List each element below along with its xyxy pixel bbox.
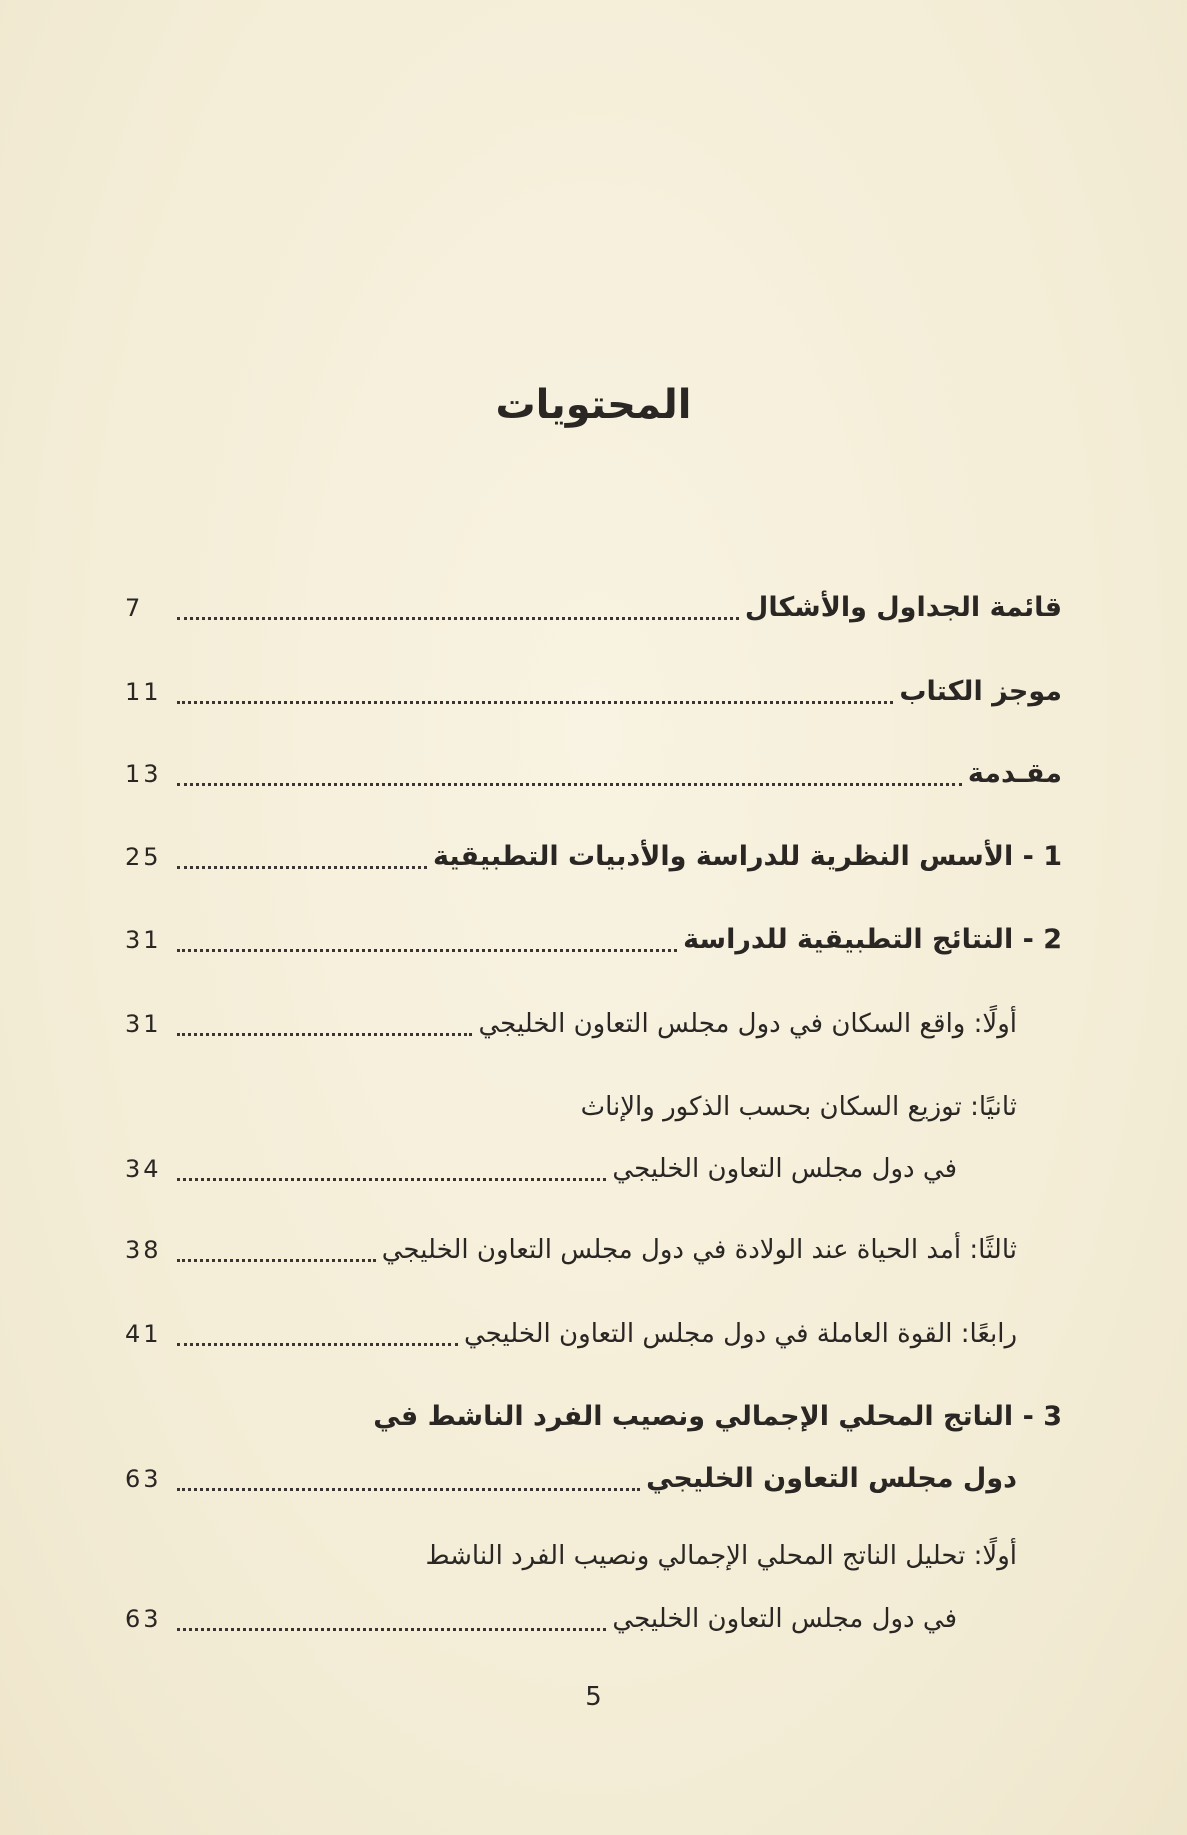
toc-entry-title: في دول مجلس التعاون الخليجي xyxy=(612,1154,957,1184)
toc-entry-page: 11 xyxy=(125,678,162,706)
toc-entry xyxy=(125,833,1062,881)
toc-entry-page: 31 xyxy=(125,1010,162,1038)
toc-entry-page: 34 xyxy=(125,1155,162,1183)
toc-entry-page: 63 xyxy=(125,1605,162,1633)
dot-leader xyxy=(177,1178,606,1181)
toc-entry xyxy=(125,1226,1062,1274)
page-number: 5 xyxy=(585,1682,602,1712)
toc-entry-title: موجز الكتاب xyxy=(899,676,1062,707)
toc-entry-title: دول مجلس التعاون الخليجي xyxy=(646,1463,1017,1494)
toc-entry xyxy=(125,584,1062,632)
toc-entry-title: 1 - الأسس النظرية للدراسة والأدبيات التطبيقية xyxy=(433,841,1062,872)
dot-leader xyxy=(177,1628,606,1631)
dot-leader xyxy=(177,866,427,869)
dot-leader xyxy=(177,783,962,786)
toc-entry xyxy=(125,750,1062,798)
toc-entry-first-line: أولًا: تحليل الناتج المحلي الإجمالي ونصيب الفرد الناشط xyxy=(425,1541,1017,1571)
toc-entry-page: 13 xyxy=(125,760,162,788)
toc-entry-title: رابعًا: القوة العاملة في دول مجلس التعاون الخليجي xyxy=(463,1319,1017,1349)
dot-leader xyxy=(177,1343,458,1346)
toc-entry-first-line: 3 - الناتج المحلي الإجمالي ونصيب الفرد الناشط في xyxy=(373,1401,1062,1432)
toc-entry xyxy=(125,668,1062,716)
dot-leader xyxy=(177,949,677,952)
toc-entry-first-line: ثانيًا: توزيع السكان بحسب الذكور والإناث xyxy=(580,1092,1017,1122)
toc-entry xyxy=(125,1000,1062,1048)
toc-entry xyxy=(125,1455,1062,1503)
toc-entry-page: 41 xyxy=(125,1320,162,1348)
toc-entry-title: 2 - النتائج التطبيقية للدراسة xyxy=(683,924,1062,955)
toc-entry-page: 7 xyxy=(125,594,144,622)
toc-entry-page: 31 xyxy=(125,926,162,954)
toc-entry-title: أولًا: واقع السكان في دول مجلس التعاون الخليجي xyxy=(478,1009,1017,1039)
dot-leader xyxy=(177,701,893,704)
dot-leader xyxy=(177,1033,472,1036)
toc-entry xyxy=(125,1310,1062,1358)
dot-leader xyxy=(177,617,739,620)
toc-entry xyxy=(125,916,1062,964)
toc-entry-page: 38 xyxy=(125,1236,162,1264)
toc-entry xyxy=(125,1595,1062,1643)
toc-entry-title: قائمة الجداول والأشكال xyxy=(744,592,1062,623)
page-title: المحتويات xyxy=(495,382,692,428)
toc-entry-title: ثالثًا: أمد الحياة عند الولادة في دول مجلس التعاون الخليجي xyxy=(381,1235,1017,1265)
toc-entry xyxy=(125,1145,1062,1193)
toc-entry-page: 63 xyxy=(125,1465,162,1493)
toc-entry-title: في دول مجلس التعاون الخليجي xyxy=(612,1604,957,1634)
toc-entry-title: مقـدمة xyxy=(967,758,1062,789)
dot-leader xyxy=(177,1259,376,1262)
dot-leader xyxy=(177,1488,640,1491)
toc-entry-page: 25 xyxy=(125,843,162,871)
